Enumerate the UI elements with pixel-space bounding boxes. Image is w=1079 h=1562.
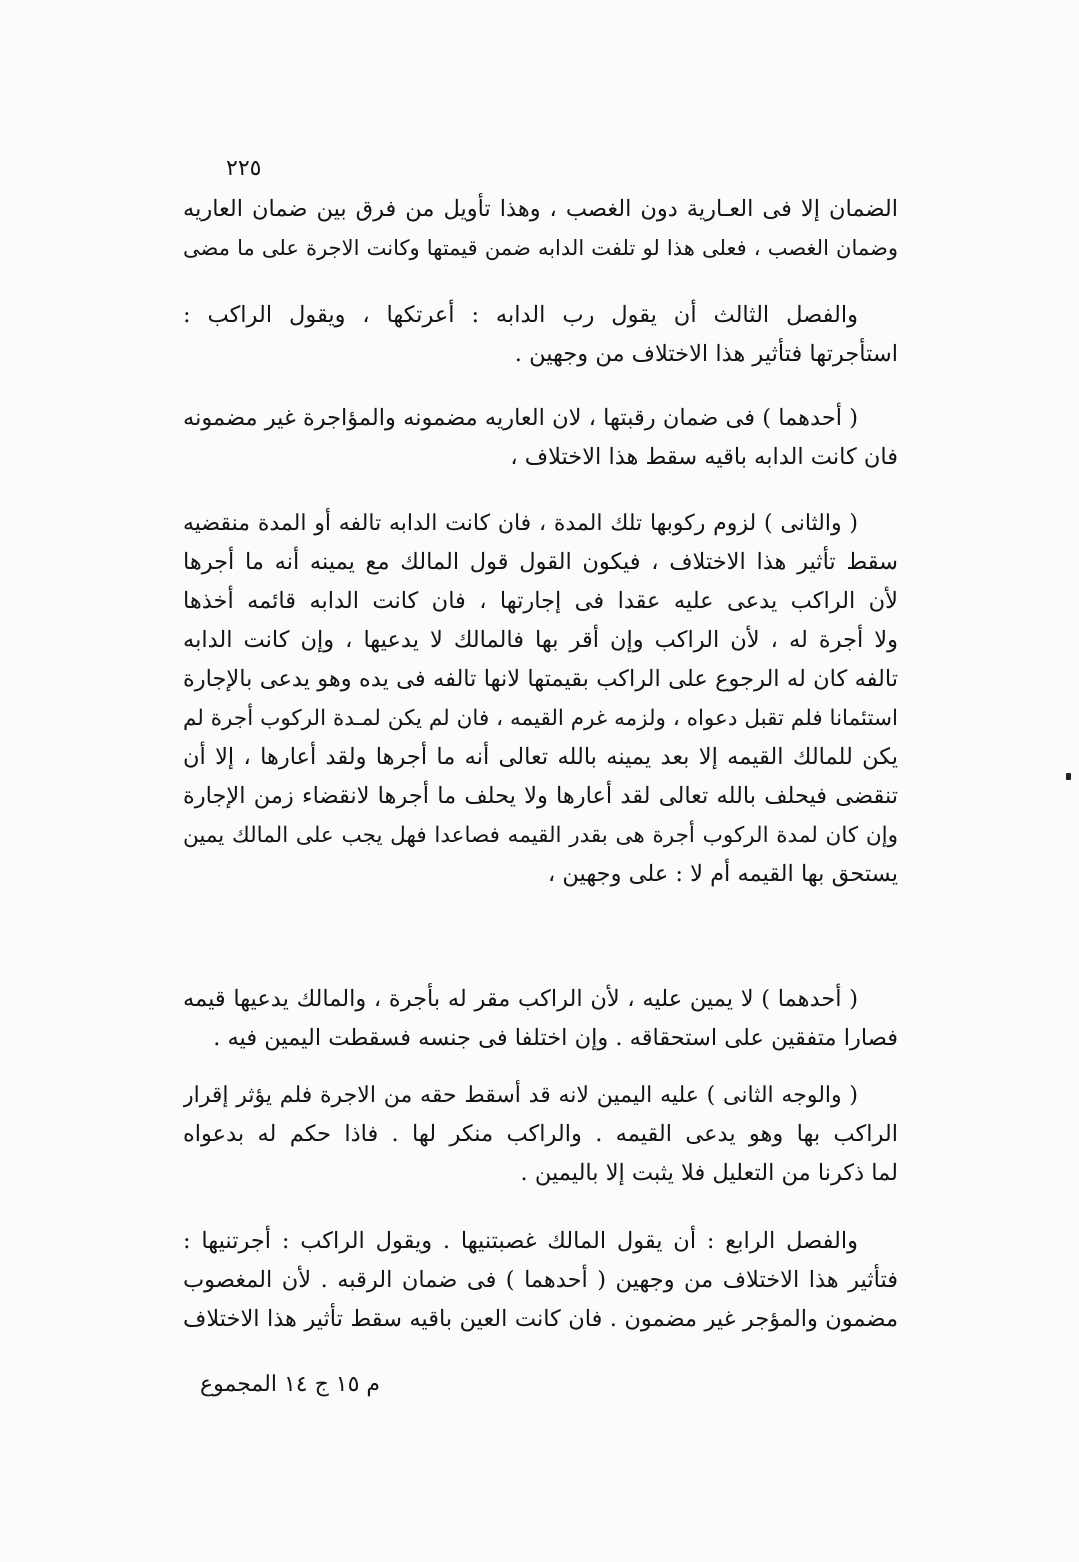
text-line: استأجرتها فتأثير هذا الاختلاف من وجهين . [514, 341, 898, 367]
paragraph-no-oath [183, 980, 898, 1058]
text-line: فصارا متفقين على استحقاقه . وإن اختلفا فى جنسه فسقطت اليمين فيه . [213, 1025, 898, 1051]
text-line: والفصل الرابع : أن يقول المالك غصبتنيها . ويقول الراكب : أجرتنيها : [183, 1228, 858, 1254]
text-line: استئمانا فلم تقبل دعواه ، ولزمه غرم القيمه ، فان لم يكن لمـدة الركوب أجرة لم [183, 706, 898, 731]
text-line: الراكب بها وهو يدعى القيمه . والراكب منكر لها . فاذا حكم له بدعواه [183, 1121, 898, 1147]
text-line: ( والثانى ) لزوم ركوبها تلك المدة ، فان كانت الدابه تالفه أو المدة منقضيه [183, 511, 858, 536]
text-line: ( والوجه الثانى ) عليه اليمين لانه قد أسقط حقه من الاجرة فلم يؤثر إقرار [183, 1083, 858, 1108]
text-line: ( أحدهما ) فى ضمان رقبتها ، لان العاريه مضمونه والمؤاجرة غير مضمونه [183, 405, 858, 431]
paragraph-fourth-section [183, 1222, 898, 1339]
text-line: فان كانت الدابه باقيه سقط هذا الاختلاف ، [510, 444, 898, 470]
text-line: يستحق بها القيمه أم لا : على وجهين ، [547, 861, 898, 887]
paragraph-first-aspect [183, 399, 898, 477]
text-line: وإن كان لمدة الركوب أجرة هى بقدر القيمه فصاعدا فهل يجب على المالك يمين [183, 823, 898, 848]
text-line: فتأثير هذا الاختلاف من وجهين ( أحدهما ) فى ضمان الرقبه . لأن المغصوب [183, 1267, 898, 1293]
paragraph-continuation [183, 190, 898, 268]
text-line: لما ذكرنا من التعليل فلا يثبت إلا باليمين . [520, 1160, 898, 1186]
paragraph-third-section [183, 296, 898, 374]
text-line: سقط تأثير هذا الاختلاف ، فيكون القول قول المالك مع يمينه أنه ما أجرها [183, 549, 898, 575]
paragraph-second-aspect [183, 504, 898, 894]
text-line: والفصل الثالث أن يقول رب الدابه : أعرتكها ، ويقول الراكب : [183, 302, 858, 328]
text-line: تنقضى فيحلف بالله تعالى لقد أعارها ولا يحلف ما أجرها لانقضاء زمن الإجارة [183, 783, 898, 809]
margin-mark [1066, 773, 1071, 780]
text-line: ( أحدهما ) لا يمين عليه ، لأن الراكب مقر له بأجرة ، والمالك يدعيها قيمه [183, 986, 858, 1012]
text-line: ولا أجرة له ، لأن الراكب وإن أقر بها فالمالك لا يدعيها ، وإن كانت الدابه [183, 627, 898, 653]
paragraph-second-view [183, 1076, 898, 1193]
page-number: ٢٢٥ [226, 156, 262, 181]
text-line: وضمان الغصب ، فعلى هذا لو تلفت الدابه ضمن قيمتها وكانت الاجرة على ما مضى [183, 236, 898, 260]
text-line: لأن الراكب يدعى عليه عقدا فى إجارتها ، فان كانت الدابه قائمه أخذها [183, 588, 898, 614]
text-line: مضمون والمؤجر غير مضمون . فان كانت العين باقيه سقط تأثير هذا الاختلاف [183, 1306, 898, 1332]
text-line: يكن للمالك القيمه إلا بعد يمينه بالله تعالى أنه ما أجرها ولقد أعارها ، إلا أن [183, 744, 898, 770]
text-line: الضمان إلا فى العـارية دون الغصب ، وهذا تأويل من فرق بين ضمان العاريه [183, 196, 898, 222]
footer-signature: م ١٥ ج ١٤ المجموع [200, 1372, 381, 1397]
text-line: تالفه كان له الرجوع على الراكب بقيمتها لانها تالفه فى يده وهو يدعى بالإجارة [183, 666, 898, 692]
